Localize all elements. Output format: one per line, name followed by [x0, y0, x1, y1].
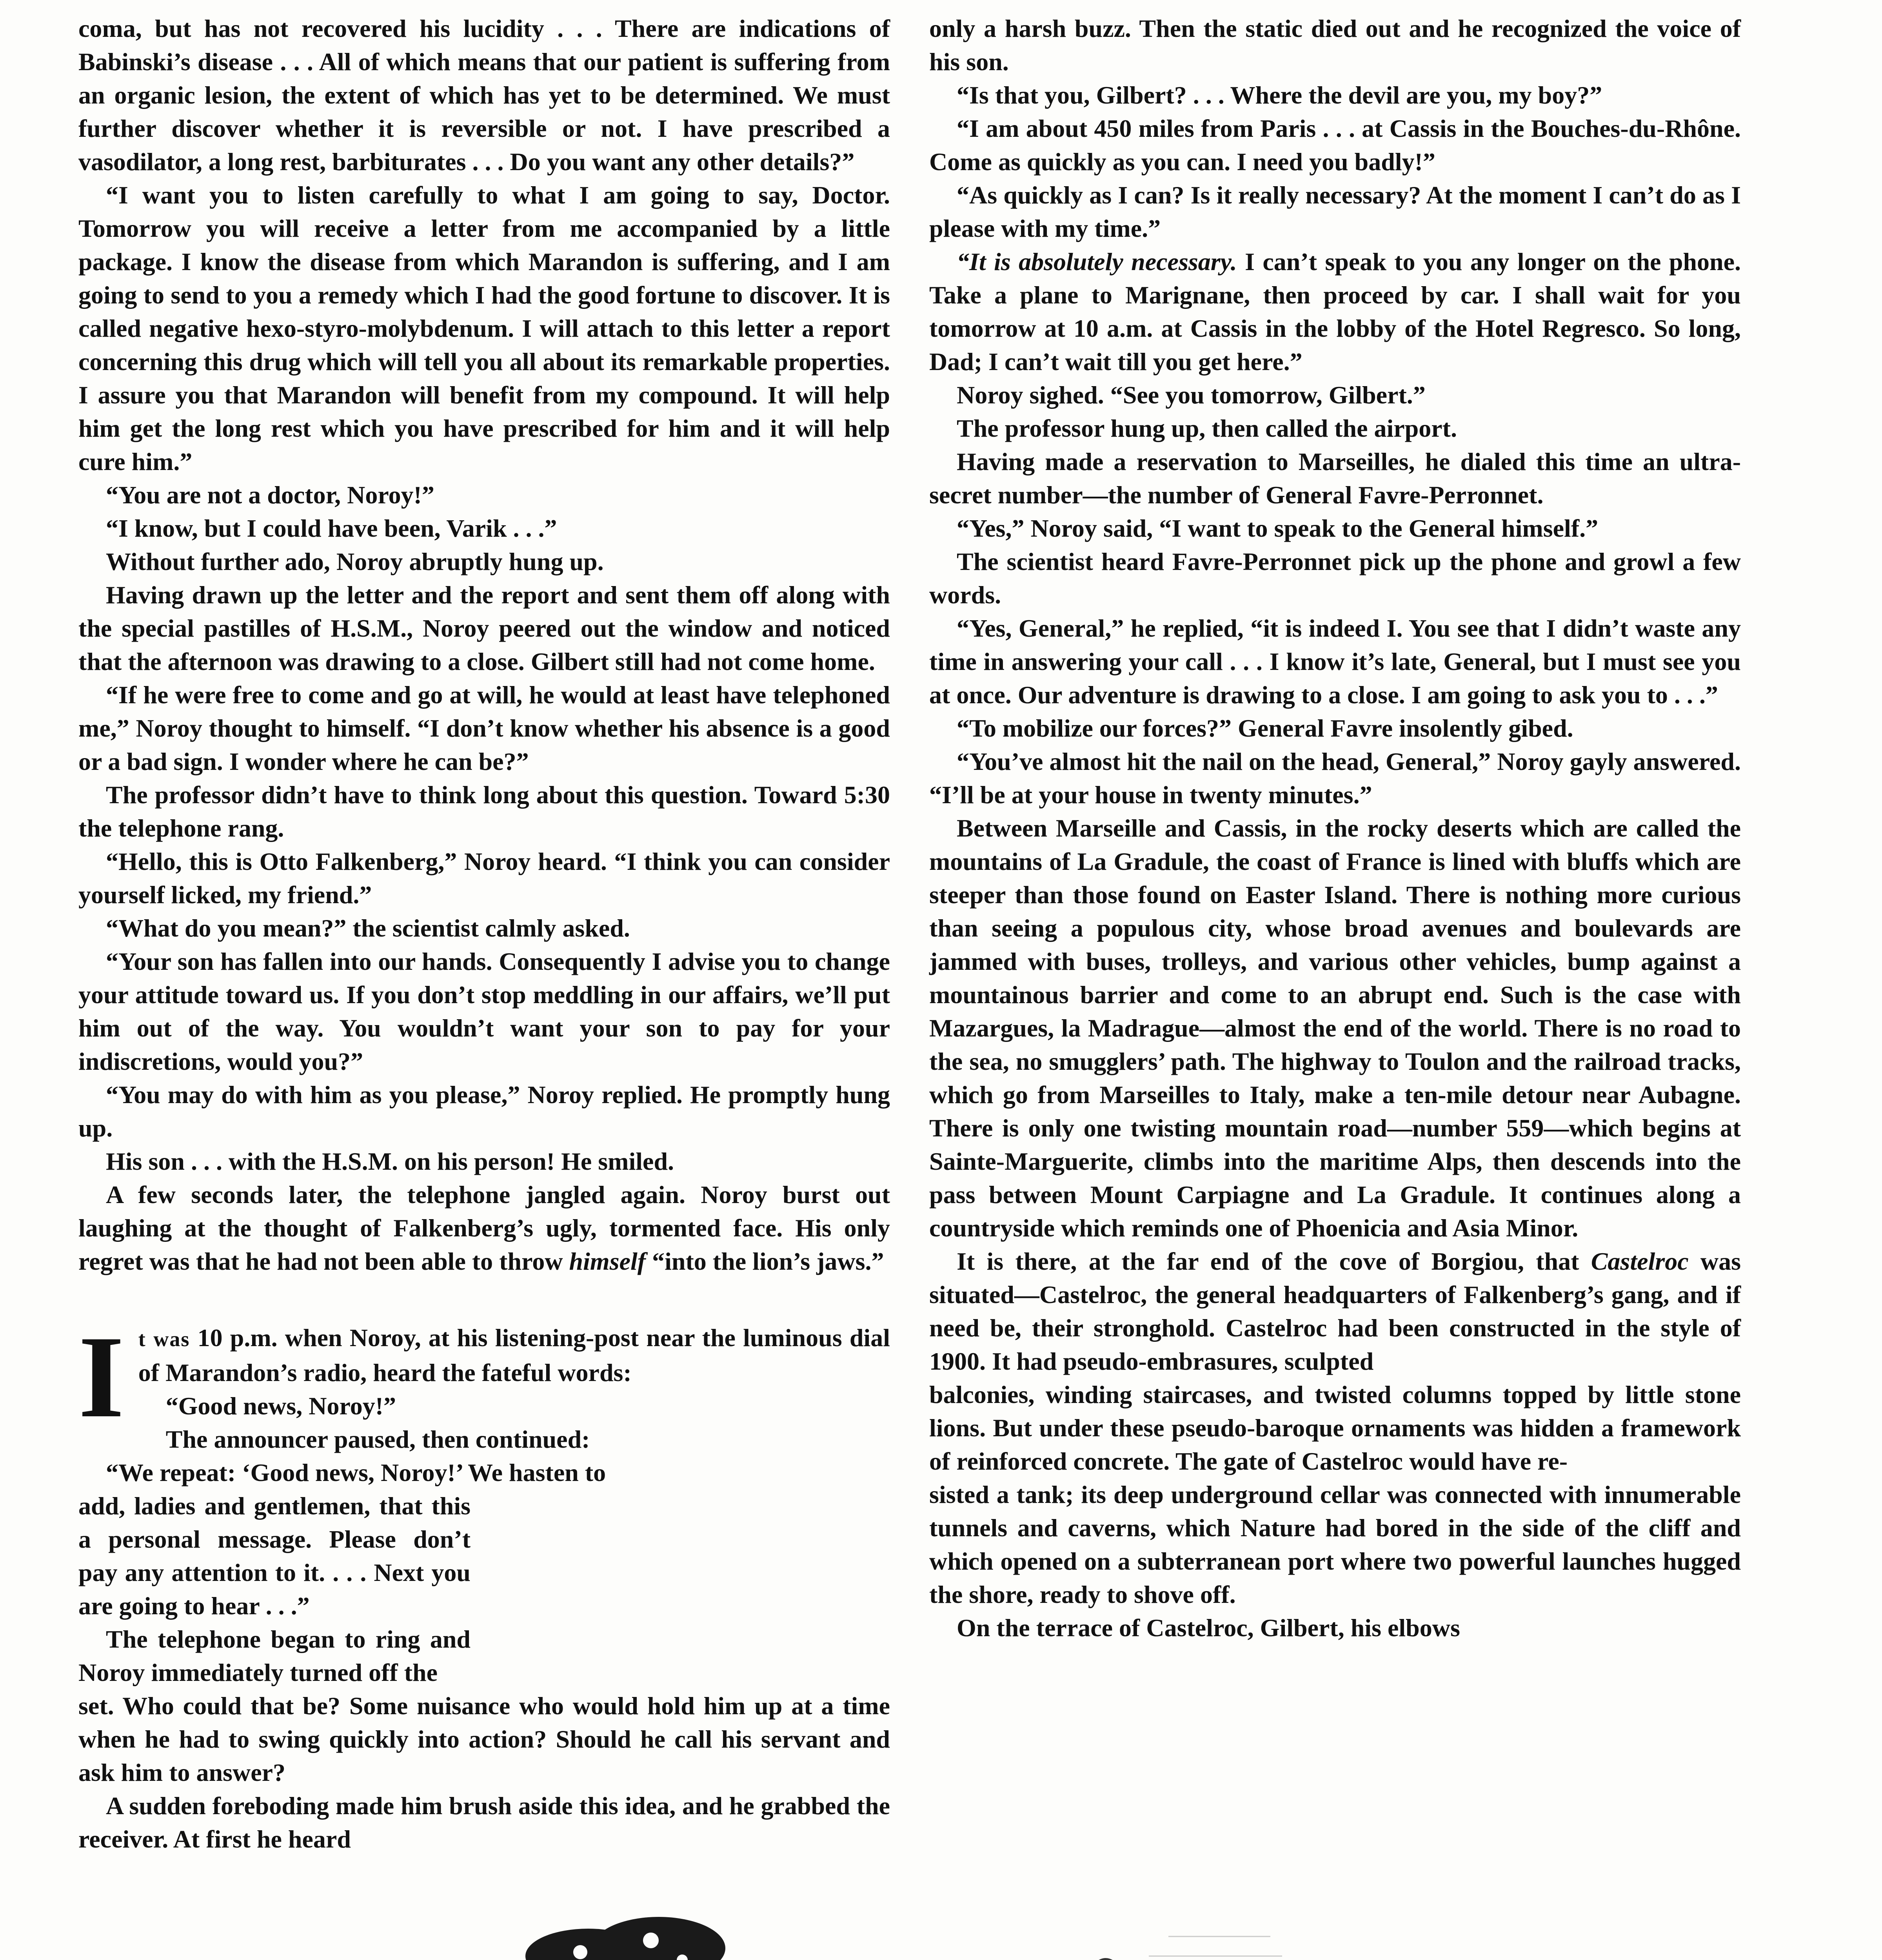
paragraph: “I want you to listen carefully to what I am going to say, Doctor. Tomorrow you will receive a letter from me accompanied by a little package. I know the disease from which Marandon is suffering, and I am going to send to you a remedy which I had the good fortune to discover. It is called negative hexo-styro-molybdenum. I will attach to this letter a report concerning this drug which will tell you all about its remarkable properties. I assure you that Marandon will benefit from my compound. It will help him get the long rest which you have prescribed for him and it will help cure him.” — [78, 181, 890, 475]
paragraph: “We repeat: ‘Good news, Noroy!’ We hasten to — [106, 1459, 606, 1486]
italic-run: himself — [569, 1247, 646, 1275]
paragraph: Noroy sighed. “See you tomorrow, Gilbert.” — [957, 381, 1426, 409]
paragraph: “Yes,” Noroy said, “I want to speak to the General himself.” — [957, 514, 1599, 542]
right-column — [929, 12, 1741, 1644]
text-run: 10 p.m. when Noroy, at his listening-post near the luminous dial of Marandon’s radio, heard the fateful words: — [138, 1324, 890, 1387]
italic-run: “It is absolutely necessary. — [957, 248, 1237, 276]
paragraph: The professor didn’t have to think long about this question. Toward 5:30 the telephone rang. — [78, 781, 890, 842]
paragraph: “What do you mean?” the scientist calmly asked. — [106, 914, 630, 942]
paragraph: The announcer paused, then continued: — [165, 1425, 590, 1453]
paragraph: coma, but has not recovered his lucidity . . . There are indications of Babinski’s disease . . . All of which means that our patient is suffering from an organic lesion, the extent of which has yet to be determined. We must further discover whether it is reversible or not. I have prescribed a vasodilator, a long rest, barbiturates . . . Do you want any other details?” — [78, 15, 890, 176]
paragraph: only a harsh buzz. Then the static died out and he recognized the voice of his son. — [929, 15, 1741, 76]
paragraph: “You’ve almost hit the nail on the head, General,” Noroy gayly answered. “I’ll be at your house in twenty minutes.” — [929, 748, 1741, 809]
paragraph: “I am about 450 miles from Paris . . . at Cassis in the Bouches-du-Rhône. Come as quickly as you can. I need you badly!” — [929, 114, 1741, 176]
paragraph: “Yes, General,” he replied, “it is indeed I. You see that I didn’t waste any time in answering your call . . . I know it’s late, General, but I must see you at once. Our adventure is drawing to a close. I am going to ask you to . . .” — [929, 614, 1741, 709]
paragraph-wrapped: add, ladies and gentlemen, that this a personal message. Please don’t pay any attention to it. . . . Next you are going to hear . . .” — [78, 1492, 470, 1620]
paragraph-wrapped: balconies, winding staircases, and twisted columns topped by little stone lions. But under these pseudo-baroque ornaments was hidden a framework of reinforced concrete. The gate of Castelroc would have re- — [929, 1381, 1741, 1475]
paragraph: The scientist heard Favre-Perronnet pick up the phone and growl a few words. — [929, 548, 1741, 609]
left-column — [78, 12, 890, 1856]
paragraph: “Good news, Noroy!” — [165, 1392, 396, 1420]
castelroc-illustration — [502, 1913, 1306, 1960]
text-run: A few seconds later, the telephone jangled again. Noroy burst out laughing at the thought of Falkenberg’s ugly, tormented face. His only regret was that he had not been able to throw — [78, 1181, 890, 1275]
paragraph: “To mobilize our forces?” General Favre insolently gibed. — [957, 714, 1573, 742]
paragraph: “I know, but I could have been, Varik . . .” — [106, 514, 557, 542]
small-caps-run: t was — [138, 1327, 190, 1351]
paragraph: Having drawn up the letter and the report and sent them off along with the special pastilles of H.S.M., Noroy peered out the window and noticed that the afternoon was drawing to a close. Gilbert still had not come home. — [78, 581, 890, 675]
paragraph: “Your son has fallen into our hands. Consequently I advise you to change your attitude toward us. If you don’t stop meddling in our affairs, we’ll put him out of the way. You wouldn’t want your son to pay for your indiscretions, would you?” — [78, 947, 890, 1075]
paragraph: His son . . . with the H.S.M. on his person! He smiled. — [106, 1147, 674, 1175]
text-run: It is there, at the far end of the cove of Borgiou, that — [957, 1247, 1591, 1275]
text-run: I can’t speak to you any longer on the phone. Take a plane to Marignane, then proceed by car. I shall wait for you tomorrow at 10 a.m. at Cassis in the lobby of the Hotel Regresco. So long, Dad; I can’t wait till you get here.” — [929, 248, 1741, 376]
paragraph: On the terrace of Castelroc, Gilbert, his elbows — [957, 1614, 1460, 1642]
paragraph: Without further ado, Noroy abruptly hung up. — [106, 548, 604, 575]
text-run: was situated—Castelroc, the general headquarters of Falkenberg’s gang, and if need be, their stronghold. Castelroc had been constructed in the style of 1900. It had pseudo-embrasures, sculpted — [929, 1247, 1741, 1375]
paragraph-wrapped: The telephone began to ring and Noroy immediately turned off the — [78, 1625, 470, 1686]
paragraph — [929, 245, 1741, 378]
paragraph: “Hello, this is Otto Falkenberg,” Noroy heard. “I think you can consider yourself licked, my friend.” — [78, 848, 890, 909]
paragraph: sisted a tank; its deep underground cellar was connected with innumerable tunnels and caverns, which Nature had bored in the side of the cliff and which opened on a subterranean port where two powerful launches hugged the shore, ready to shove off. — [929, 1481, 1741, 1608]
paragraph: “You may do with him as you please,” Noroy replied. He promptly hung up. — [78, 1081, 890, 1142]
paragraph — [929, 1245, 1741, 1378]
drop-cap: I — [78, 1312, 124, 1442]
paragraph: Between Marseille and Cassis, in the rocky deserts which are called the mountains of La Gradule, the coast of France is lined with bluffs which are steeper than those found on Easter Island. There is nothing more curious than seeing a populous city, whose broad avenues and boulevards are jammed with buses, trolleys, and various other vehicles, bump against a mountainous barrier and come to an abrupt end. Such is the case with Mazargues, la Madrague—almost the end of the world. There is no road to the sea, no smugglers’ path. The highway to Toulon and the railroad tracks, which go from Marseilles to Italy, make a ten-mile detour near Aubagne. There is only one twisting mountain road—number 559—which begins at Sainte-Marguerite, climbs into the maritime Alps, then descends into the pass between Mount Carpiagne and La Gradule. It continues along a countryside which reminds one of Phoenicia and Asia Minor. — [929, 814, 1741, 1242]
paragraph: “Is that you, Gilbert? . . . Where the devil are you, my boy?” — [957, 81, 1602, 109]
paragraph: “If he were free to come and go at will, he would at least have telephoned me,” Noroy thought to himself. “I don’t know whether his absence is a good or a bad sign. I wonder where he can be?” — [78, 681, 890, 775]
paragraph — [78, 1178, 890, 1278]
paragraph: “As quickly as I can? Is it really necessary? At the moment I can’t do as I please with my time.” — [929, 181, 1741, 242]
paragraph: set. Who could that be? Some nuisance who would hold him up at a time when he had to swing quickly into action? Should he call his servant and ask him to answer? — [78, 1692, 890, 1786]
text-run: “into the lion’s jaws.” — [646, 1247, 884, 1275]
paragraph: Having made a reservation to Marseilles, he dialed this time an ultra-secret number—the number of General Favre-Perronnet. — [929, 448, 1741, 509]
paragraph: “You are not a doctor, Noroy!” — [106, 481, 434, 509]
paragraph: The professor hung up, then called the airport. — [957, 414, 1457, 442]
italic-run: Castelroc — [1591, 1247, 1689, 1275]
paragraph: A sudden foreboding made him brush aside this idea, and he grabbed the receiver. At first he heard — [78, 1792, 890, 1853]
